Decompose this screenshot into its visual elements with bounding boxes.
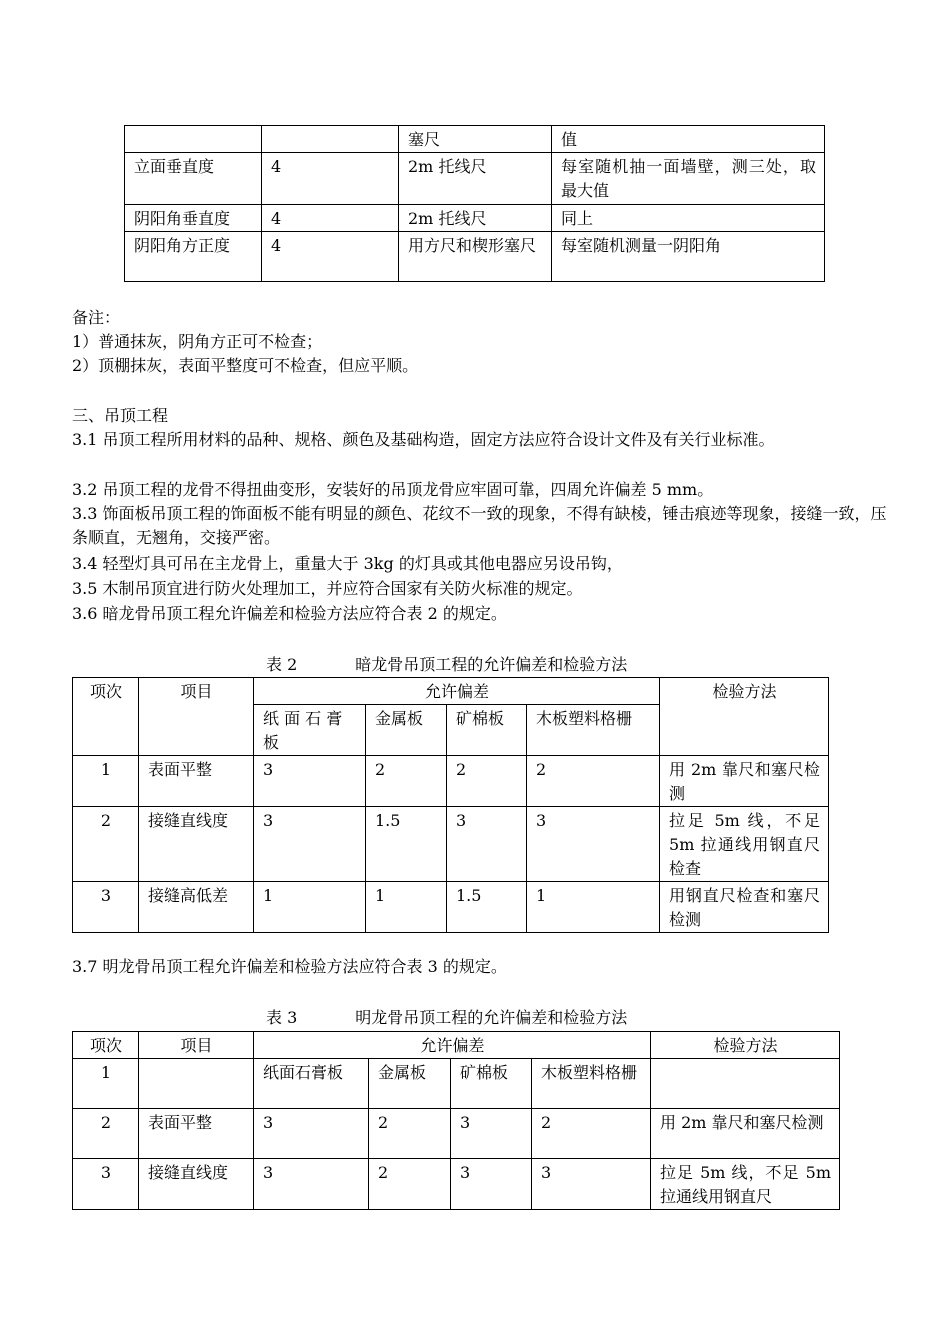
- table-cell: 4: [262, 205, 399, 232]
- paragraph: 3.6 暗龙骨吊顶工程允许偏差和检验方法应符合表 2 的规定。: [72, 604, 507, 623]
- table-cell: 用方尺和楔形塞尺: [399, 232, 552, 282]
- table-cell: 2: [527, 756, 660, 807]
- table-cell: 3: [73, 882, 139, 933]
- table-cell: 1.5: [366, 807, 447, 882]
- table-cell: 3: [73, 1159, 139, 1210]
- table-header-row: [73, 678, 829, 705]
- table-cell: 每室随机测量一阴阳角: [552, 232, 825, 282]
- table-cell: 2: [73, 807, 139, 882]
- section-heading: 三、吊顶工程: [72, 406, 169, 425]
- sub-header: 金属板: [366, 705, 447, 756]
- table-cell: 值: [552, 126, 825, 153]
- table-cell: 3: [451, 1159, 532, 1210]
- table-cell: 2: [447, 756, 527, 807]
- table-header-row: [73, 1032, 840, 1059]
- table-cell: 2: [369, 1109, 451, 1159]
- column-header: 项目: [139, 678, 254, 756]
- table-cell: [262, 126, 399, 153]
- paragraph: 3.4 轻型灯具可吊在主龙骨上，重量大于 3kg 的灯具或其他电器应另设吊钩，: [72, 554, 623, 573]
- table-cell: 2m 托线尺: [399, 153, 552, 205]
- note-item: 2）顶棚抹灰，表面平整度可不检查，但应平顺。: [72, 356, 419, 375]
- sub-header: 矿棉板: [447, 705, 527, 756]
- table-cell: 3: [254, 1109, 369, 1159]
- table-cell: 阴阳角方正度: [125, 232, 262, 282]
- table-cell: 2: [73, 1109, 139, 1159]
- table-title: 暗龙骨吊顶工程的允许偏差和检验方法: [355, 655, 628, 674]
- table-cell: 4: [262, 232, 399, 282]
- table-label: 表 2: [266, 655, 298, 674]
- table-cell: 立面垂直度: [125, 153, 262, 205]
- table-row: [73, 1059, 840, 1109]
- table-cell: 2: [366, 756, 447, 807]
- table-cell: 拉足 5m 线，不足 5m 拉通线用钢直尺: [651, 1159, 840, 1210]
- table-row: [73, 756, 829, 807]
- paragraph: 3.7 明龙骨吊顶工程允许偏差和检验方法应符合表 3 的规定。: [72, 957, 507, 976]
- table-row: [125, 126, 825, 153]
- table-cell: 用钢直尺检查和塞尺检测: [660, 882, 829, 933]
- paragraph: 3.5 木制吊顶宜进行防火处理加工，并应符合国家有关防火标准的规定。: [72, 579, 583, 598]
- sub-header: 纸 面 石 膏 板: [254, 705, 366, 756]
- column-header: 检验方法: [660, 678, 829, 756]
- paragraph: 3.3 饰面板吊顶工程的饰面板不能有明显的颜色、花纹不一致的现象，不得有缺棱，锤击痕迹等现象，接缝一致，压条顺直，无翘角，交接严密。: [72, 504, 887, 547]
- table-cell: 1: [366, 882, 447, 933]
- table-cell: [651, 1059, 840, 1109]
- table-cell: 用 2m 靠尺和塞尺检测: [660, 756, 829, 807]
- sub-header: 木板塑料格栅: [527, 705, 660, 756]
- table-cell: 表面平整: [139, 1109, 254, 1159]
- table-row: [73, 807, 829, 882]
- notes-title: 备注：: [72, 308, 121, 327]
- table-cell: 1.5: [447, 882, 527, 933]
- table-cell: 2: [532, 1109, 651, 1159]
- table-cell: 1: [254, 882, 366, 933]
- paragraph: 3.2 吊顶工程的龙骨不得扭曲变形，安装好的吊顶龙骨应牢固可靠，四周允许偏差 5 mm。: [72, 480, 714, 499]
- column-header: 允许偏差: [254, 1032, 651, 1059]
- table-cell: 1: [527, 882, 660, 933]
- table-cell: 用 2m 靠尺和塞尺检测: [651, 1109, 840, 1159]
- table-cell: 3: [254, 1159, 369, 1210]
- table-cell: 2: [369, 1159, 451, 1210]
- table-cell: 接缝高低差: [139, 882, 254, 933]
- table-cell: 接缝直线度: [139, 807, 254, 882]
- table-cell: 每室随机抽一面墙壁，测三处，取最大值: [552, 153, 825, 205]
- table-row: [73, 882, 829, 933]
- column-header: 允许偏差: [254, 678, 660, 705]
- table-cell: 1: [73, 756, 139, 807]
- table-1: [124, 125, 825, 282]
- table-cell: 1: [73, 1059, 139, 1109]
- note-item: 1）普通抹灰，阴角方正可不检查；: [72, 332, 323, 351]
- table-cell: [139, 1059, 254, 1109]
- table-cell: [125, 126, 262, 153]
- table-row: [73, 1109, 840, 1159]
- table-cell: 3: [532, 1159, 651, 1210]
- table-row: [125, 232, 825, 282]
- table-cell: 同上: [552, 205, 825, 232]
- table-cell: 表面平整: [139, 756, 254, 807]
- table-cell: 接缝直线度: [139, 1159, 254, 1210]
- column-header: 项次: [73, 1032, 139, 1059]
- sub-header: 矿棉板: [451, 1059, 532, 1109]
- table-caption: [266, 1007, 627, 1029]
- sub-header: 纸面石膏板: [254, 1059, 369, 1109]
- table-2: [72, 677, 829, 933]
- table-cell: 4: [262, 153, 399, 205]
- table-cell: 3: [447, 807, 527, 882]
- table-cell: 塞尺: [399, 126, 552, 153]
- sub-header: 金属板: [369, 1059, 451, 1109]
- table-title: 明龙骨吊顶工程的允许偏差和检验方法: [355, 1008, 628, 1027]
- table-cell: 3: [254, 756, 366, 807]
- table-cell: 3: [254, 807, 366, 882]
- sub-header: 木板塑料格栅: [532, 1059, 651, 1109]
- table-row: [73, 1159, 840, 1210]
- table-cell: 阴阳角垂直度: [125, 205, 262, 232]
- column-header: 项目: [139, 1032, 254, 1059]
- table-caption: [266, 654, 627, 676]
- table-cell: 2m 托线尺: [399, 205, 552, 232]
- table-cell: 3: [451, 1109, 532, 1159]
- column-header: 项次: [73, 678, 139, 756]
- table-cell: 拉足 5m 线，不足 5m 拉通线用钢直尺检查: [660, 807, 829, 882]
- table-label: 表 3: [266, 1008, 298, 1027]
- table-cell: 3: [527, 807, 660, 882]
- table-3: [72, 1031, 840, 1210]
- paragraph: 3.1 吊顶工程所用材料的品种、规格、颜色及基础构造，固定方法应符合设计文件及有关行业标准。: [72, 430, 775, 449]
- column-header: 检验方法: [651, 1032, 840, 1059]
- table-row: [125, 205, 825, 232]
- table-row: [125, 153, 825, 205]
